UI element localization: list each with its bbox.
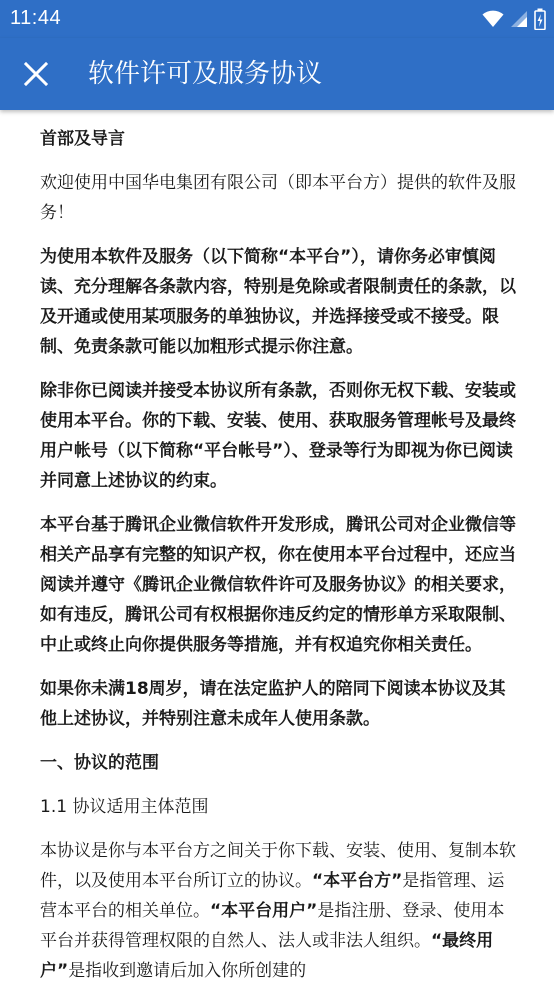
subsection-heading-subjects: 1.1 协议适用主体范围 [40, 797, 209, 817]
close-button[interactable] [14, 52, 58, 96]
scope-paragraph [40, 836, 516, 986]
scope-term-end-user: “最终用户” [40, 931, 494, 981]
battery-icon [534, 8, 546, 30]
status-bar [0, 0, 554, 38]
status-icons [482, 7, 546, 31]
signal-icon [510, 10, 528, 28]
minor-paragraph: 如果你未满18周岁，请在法定监护人的陪同下阅读本协议及其他上述协议，并特别注意未成年人使用条款。 [40, 679, 506, 729]
scope-term-user: “本平台用户” [210, 901, 318, 921]
wifi-icon [482, 10, 504, 28]
section-heading-scope: 一、协议的范围 [40, 753, 159, 773]
intro-paragraph: 欢迎使用中国华电集团有限公司（即本平台方）提供的软件及服务！ [40, 173, 516, 223]
agreement-heading: 首部及导言 [40, 129, 125, 149]
scope-term-platform: “本平台方” [312, 871, 403, 891]
tencent-paragraph: 本平台基于腾讯企业微信软件开发形成，腾讯公司对企业微信等相关产品享有完整的知识产权，你在使用本平台过程中，还应当阅读并遵守《腾讯企业微信软件许可及服务协议》的相关要求，如有违反，腾讯公司有权根据你违反约定的情形单方采取限制、中止或终止向你提供服务等措施，并有权追究你相关责任。 [40, 515, 516, 655]
status-time: 11:44 [10, 7, 62, 29]
acceptance-paragraph: 除非你已阅读并接受本协议所有条款，否则你无权下载、安装或使用本平台。你的下载、安装、使用、获取服务管理帐号及最终用户帐号（以下简称“平台帐号”）、登录等行为即视为你已阅读并同意上述协议的约束。 [40, 381, 516, 491]
agreement-content [40, 124, 516, 1000]
scope-text-2: 是指管理、运营本平台的相关单位。 [40, 871, 505, 921]
app-bar [0, 38, 554, 110]
page-title: 软件许可及服务协议 [88, 59, 323, 89]
scope-text-4: 是指收到邀请后加入你所创建的 [68, 961, 307, 981]
scope-text-3: 是指注册、登录、使用本平台并获得管理权限的自然人、法人或非法人组织。 [40, 901, 505, 951]
scope-text-1: 本协议是你与本平台方之间关于你下载、安装、使用、复制本软件，以及使用本平台所订立的协议。 [40, 841, 516, 891]
close-icon [24, 62, 48, 86]
notice-paragraph: 为使用本软件及服务（以下简称“本平台”），请你务必审慎阅读、充分理解各条款内容，特别是免除或者限制责任的条款，以及开通或使用某项服务的单独协议，并选择接受或不接受。限制、免责条款可能以加粗形式提示你注意。 [40, 247, 516, 357]
